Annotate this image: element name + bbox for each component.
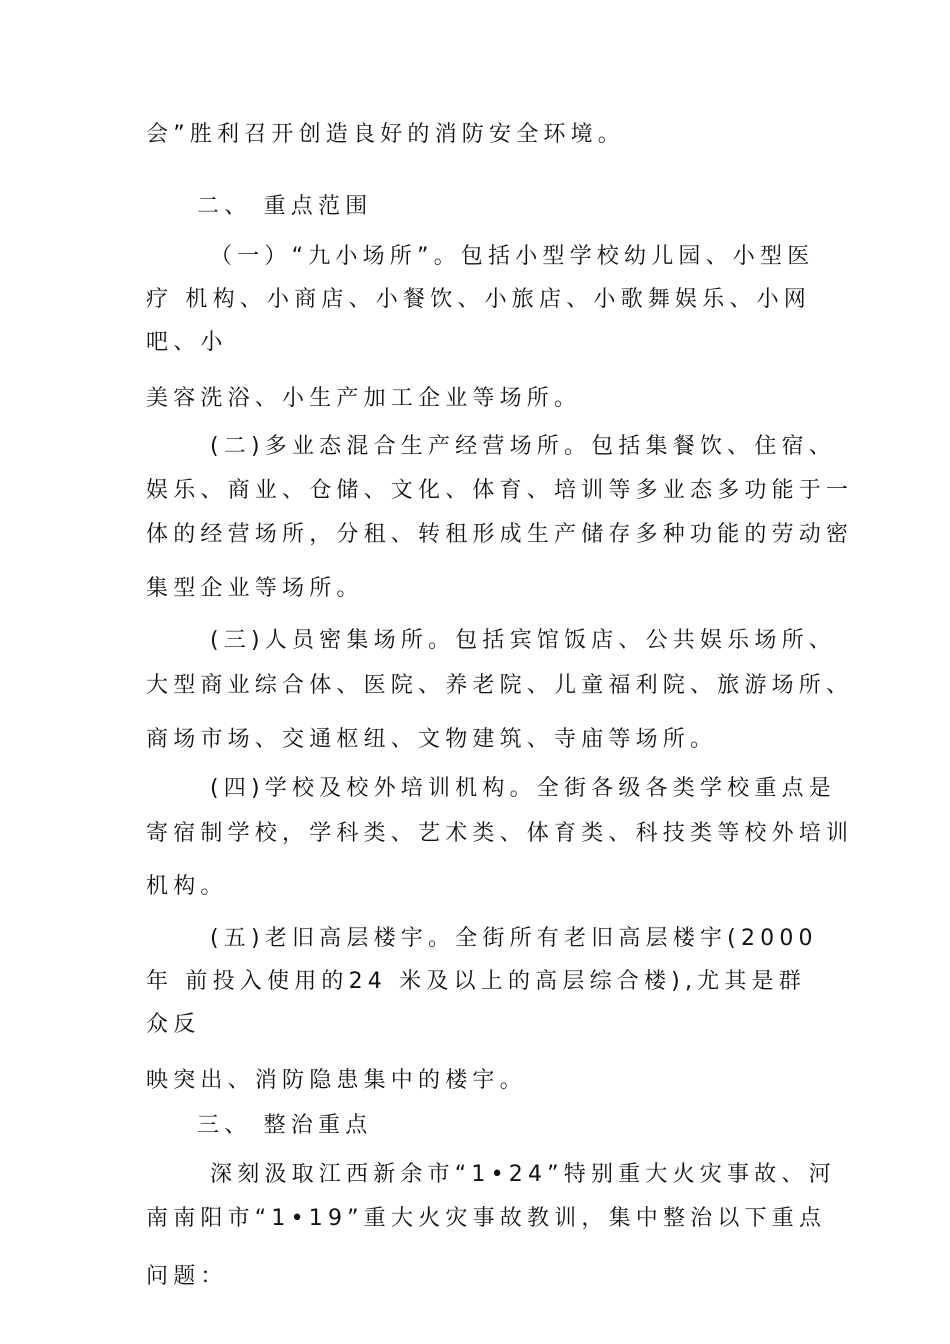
text-line: 美容洗浴、小生产加工企业等场所。 (146, 386, 582, 411)
text-line: 深刻汲取江西新余市“1•24”特别重大火灾事故、河 (210, 1162, 836, 1187)
text-line: 疗 机构、小商店、小餐饮、小旅店、小歌舞娱乐、小网 (146, 287, 811, 312)
text-line: 体的经营场所，分租、转租形成生产储存多种功能的劳动密 (146, 522, 854, 547)
text-line: 寄宿制学校，学科类、艺术类、体育类、科技类等校外培训 (146, 821, 854, 846)
text-line: 年 前投入使用的24 米及以上的高层综合楼),尤其是群 (146, 969, 806, 994)
section-heading: 三、 整治重点 (197, 1113, 373, 1138)
text-line: 吧、小 (146, 330, 228, 355)
text-line: 大型商业综合体、医院、养老院、儿童福利院、旅游场所、 (146, 673, 854, 698)
text-line: 商场市场、交通枢纽、文物建筑、寺庙等场所。 (146, 727, 718, 752)
text-line: (二)多业态混合生产经营场所。包括集餐饮、住宿、 (210, 434, 836, 459)
text-line: 映突出、消防隐患集中的楼宇。 (146, 1068, 527, 1093)
text-line: 娱乐、商业、仓储、文化、体育、培训等多业态多功能于一 (146, 478, 854, 503)
text-line: (四)学校及校外培训机构。全街各级各类学校重点是 (210, 776, 836, 801)
text-line: 集型企业等场所。 (146, 576, 364, 601)
text-line: 众反 (146, 1012, 201, 1037)
text-line: (三)人员密集场所。包括宾馆饭店、公共娱乐场所、 (210, 628, 836, 653)
text-line: (五)老旧高层楼宇。全街所有老旧高层楼宇(2000 (210, 926, 818, 951)
text-line: 机构。 (146, 874, 228, 899)
text-line: （一）“九小场所”。包括小型学校幼儿园、小型医 (210, 244, 815, 269)
text-line: 南南阳市“1•19”重大火灾事故教训，集中整治以下重点 (146, 1206, 827, 1231)
text-line: 会”胜利召开创造良好的消防安全环境。 (146, 122, 625, 147)
text-line: 问题： (146, 1264, 228, 1289)
section-heading: 二、 重点范围 (197, 194, 373, 219)
